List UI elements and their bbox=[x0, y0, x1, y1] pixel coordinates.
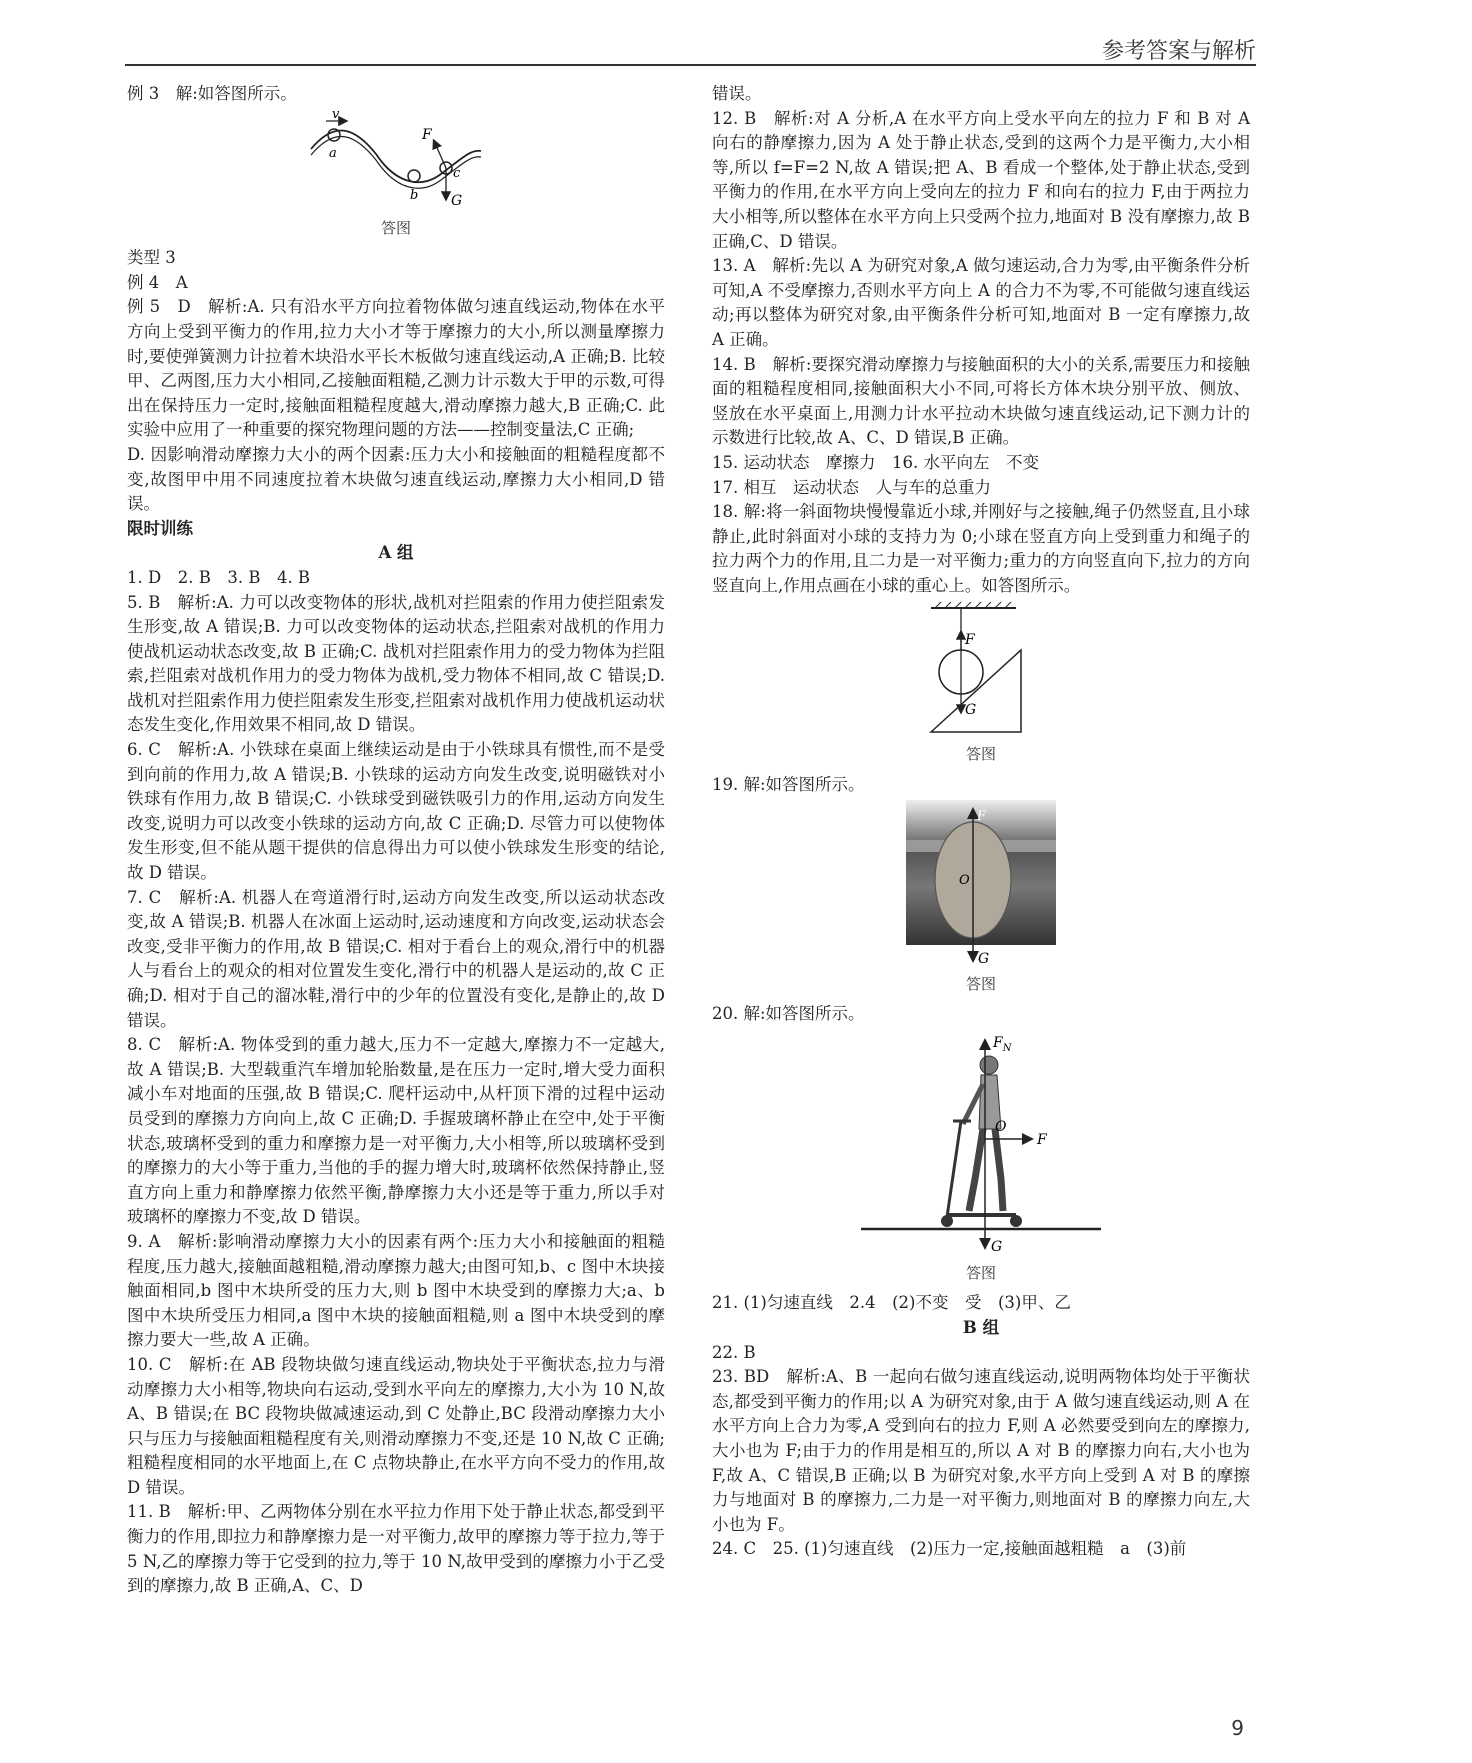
answer-5: 5. B 解析:A. 力可以改变物体的形状,战机对拦阻索的作用力使拦阻索发生形变,故 A 错误;B. 力可以改变物体的运动状态,拦阻索对战机的作用力使战机运动状态改变,故 B 正确;C. 战机对拦阻索作用力的受力物体为拦阻索,拦阻索对战机作用力的受力物体为战机,受力物体不相同,故 C 错误;D. 战机对拦阻索作用力使拦阻索发生形变,拦阻索对战机作用力使战机运动状态发生变化,作用效果不相同,故 D 错误。 bbox=[127, 592, 665, 735]
label-G: G bbox=[978, 950, 990, 967]
answer-22: 22. B bbox=[712, 1342, 756, 1362]
answer-15-16: 15. 运动状态 摩擦力 16. 水平向左 不变 bbox=[712, 452, 1039, 472]
figure-caption: 答图 bbox=[965, 1263, 996, 1282]
label-G: G bbox=[965, 702, 977, 719]
answer-6: 6. C 解析:A. 小铁球在桌面上继续运动是由于小铁球具有惯性,而不是受到向前的作用力,故 A 错误;B. 小铁球的运动方向发生改变,说明磁铁对小铁球有作用力,故 B 错误;C. 小铁球受到磁铁吸引力的作用,运动方向发生改变,说明力可以改变小铁球的运动方向,故 C 正确;D. 尽管力可以使物体发生形变,但不能从题干提供的信息得出力可以使小铁球发生形变的结论,故 D 错误。 bbox=[127, 740, 665, 883]
label-G: G bbox=[991, 1238, 1003, 1255]
ball-incline-diagram bbox=[921, 600, 1041, 740]
group-b-heading: B 组 bbox=[962, 1318, 1000, 1338]
example-5-continued: D. 因影响滑动摩擦力大小的两个因素:压力大小和接触面的粗糙程度都不变,故图甲中用不同速度拉着木块做匀速直线运动,摩擦力大小相同,D 错误。 bbox=[127, 444, 665, 514]
right-column bbox=[712, 82, 1250, 1562]
example-4: 例 4 A bbox=[127, 272, 188, 292]
label-F: F bbox=[1037, 1131, 1047, 1148]
label-v: v bbox=[332, 108, 340, 122]
label-F: F bbox=[422, 126, 432, 143]
answer-11: 11. B 解析:甲、乙两物体分别在水平拉力作用下处于静止状态,都受到平衡力的作用,即拉力和静摩擦力是一对平衡力,故甲的摩擦力等于拉力,等于 5 N,乙的摩擦力等于它受到的拉力,等于 10 N,故甲受到的摩擦力小于乙受到的摩擦力,故 B 正确,A、C、D bbox=[127, 1502, 665, 1596]
label-O: O bbox=[959, 872, 970, 888]
figure-photo-ball bbox=[712, 800, 1250, 997]
label-O: O bbox=[995, 1118, 1007, 1135]
page-number: 9 bbox=[1231, 1716, 1244, 1740]
wave-diagram bbox=[296, 109, 496, 214]
header-title: 参考答案与解析 bbox=[1101, 39, 1256, 64]
figure-caption: 答图 bbox=[380, 218, 411, 237]
answer-13: 13. A 解析:先以 A 为研究对象,A 做匀速运动,合力为零,由平衡条件分析可知,A 不受摩擦力,否则水平方向上 A 的合力不为零,不可能做匀速直线运动;再以整体为研究对象,由平衡条件分析可知,地面对 B 一定有摩擦力,故 A 正确。 bbox=[712, 256, 1250, 349]
figure-wave-ball bbox=[127, 109, 665, 241]
label-G: G bbox=[451, 192, 463, 209]
training-heading: 限时训练 bbox=[127, 518, 193, 538]
label-b: b bbox=[410, 187, 419, 203]
answers-1-4: 1. D 2. B 3. B 4. B bbox=[127, 567, 311, 587]
answer-9: 9. A 解析:影响滑动摩擦力大小的因素有两个:压力大小和接触面的粗糙程度,压力越大,接触面越粗糙,滑动摩擦力越大;由图可知,b、c 图中木块接触面相同,b 图中木块所受的压力大,则 b 图中木块受到的摩擦力大;a、b 图中木块所受压力相同,a 图中木块的接触面粗糙,则 a 图中木块受到的摩擦力要大一些,故 A 正确。 bbox=[127, 1231, 665, 1350]
answer-20: 20. 解:如答图所示。 bbox=[712, 1004, 865, 1024]
answer-10: 10. C 解析:在 AB 段物块做匀速直线运动,物块处于平衡状态,拉力与滑动摩擦力大小相等,物块向右运动,受到水平向左的摩擦力,大小为 10 N,故 A、B 错误;在 BC 段物块做减速运动,到 C 处静止,BC 段滑动摩擦力大小只与压力与接触面粗糙程度有关,则滑动摩擦力不变,还是 10 N,故 C 正确;粗糙程度相同的水平地面上,在 C 点物块静止,在水平方向不受力的作用,故 D 错误。 bbox=[127, 1354, 665, 1497]
label-a: a bbox=[329, 145, 337, 161]
answer-24-25: 24. C 25. (1)匀速直线 (2)压力一定,接触面越粗糙 a (3)前 bbox=[712, 1539, 1187, 1559]
example-5: 例 5 D 解析:A. 只有沿水平方向拉着物体做匀速直线运动,物体在水平方向上受到平衡力的作用,拉力大小才等于摩擦力的大小,所以测量摩擦力时,要使弹簧测力计拉着木块沿水平长木板做匀速直线运动,A 正确;B. 比较甲、乙两图,压力大小相同,乙接触面粗糙,乙测力计示数大于甲的示数,可得出在保持压力一定时,接触面粗糙程度越大,滑动摩擦力越大,B 正确;C. 此实验中应用了一种重要的探究物理问题的方法——控制变量法,C 正确; bbox=[127, 297, 665, 440]
answer-21: 21. (1)匀速直线 2.4 (2)不变 受 (3)甲、乙 bbox=[712, 1293, 1071, 1313]
photo-diagram bbox=[901, 800, 1061, 970]
label-F: F bbox=[977, 808, 987, 824]
page-header bbox=[125, 32, 1256, 66]
answer-14: 14. B 解析:要探究滑动摩擦力与接触面积的大小的关系,需要压力和接触面的粗糙程度相同,接触面积大小不同,可将长方体木块分别平放、侧放、竖放在水平桌面上,用测力计水平拉动木块做匀速直线运动,记下测力计的示数进行比较,故 A、C、D 错误,B 正确。 bbox=[712, 354, 1250, 448]
label-FN: $F_N$ bbox=[993, 1034, 1012, 1054]
answer-23: 23. BD 解析:A、B 一起向右做匀速直线运动,说明两物体均处于平衡状态,都受到平衡力的作用;以 A 为研究对象,由于 A 做匀速直线运动,则 A 在水平方向上合力为零,A 受到向右的拉力 F,则 A 必然要受到向左的摩擦力,大小也为 F;由于力的作用是相互的,所以 A 对 B 的摩擦力向右,大小也为 F,故 A、C 错误,B 正确;以 B 为研究对象,水平方向上受到 A 对 B 的摩擦力与地面对 B 的摩擦力,二力是一对平衡力,则地面对 B 的摩擦力向左,大小也为 F。 bbox=[712, 1367, 1250, 1534]
answer-7: 7. C 解析:A. 机器人在弯道滑行时,运动方向发生改变,所以运动状态改变,故 A 错误;B. 机器人在冰面上运动时,运动速度和方向改变,运动状态会改变,受非平衡力的作用,故 B 错误;C. 相对于看台上的观众,滑行中的机器人与看台上的观众的相对位置发生变化,滑行中的机器人是运动的,故 C 正确;D. 相对于自己的溜冰鞋,滑行中的少年的位置没有变化,是静止的,故 D 错误。 bbox=[127, 887, 665, 1030]
figure-caption: 答图 bbox=[965, 745, 996, 764]
label-F: F bbox=[965, 632, 975, 649]
left-column bbox=[127, 82, 665, 1599]
group-a-heading: A 组 bbox=[378, 543, 414, 563]
figure-scooter bbox=[712, 1029, 1250, 1286]
answer-19: 19. 解:如答图所示。 bbox=[712, 775, 865, 795]
figure-caption: 答图 bbox=[965, 974, 996, 993]
scooter-diagram bbox=[851, 1029, 1111, 1259]
answer-11-continued: 错误。 bbox=[712, 84, 762, 103]
label-c: c bbox=[453, 165, 461, 181]
answer-8: 8. C 解析:A. 物体受到的重力越大,压力不一定越大,摩擦力不一定越大,故 A 错误;B. 大型载重汽车增加轮胎数量,是在压力一定时,增大受力面积减小车对地面的压强,故 B 错误;C. 爬杆运动中,从杆顶下滑的过程中运动员受到的摩擦力方向向上,故 C 正确;D. 手握玻璃杯静止在空中,处于平衡状态,玻璃杯受到的重力和摩擦力是一对平衡力,大小相等,所以玻璃杯受到的摩擦力的大小等于重力,当他的手的握力增大时,玻璃杯依然保持静止,竖直方向上重力和静摩擦力依然平衡,静摩擦力大小还是等于重力,所以手对玻璃杯的摩擦力不变,故 D 错误。 bbox=[127, 1035, 665, 1227]
answer-12: 12. B 解析:对 A 分析,A 在水平方向上受水平向左的拉力 F 和 B 对 A 向右的静摩擦力,因为 A 处于静止状态,受到的这两个力是平衡力,大小相等,所以 f=F=2 N,故 A 错误;把 A、B 看成一个整体,处于静止状态,受到平衡力的作用,在水平方向上受向左的拉力 F 和向右的拉力 F,由于两拉力大小相等,所以整体在水平方向上只受两个拉力,地面对 B 没有摩擦力,故 B 正确,C、D 错误。 bbox=[712, 108, 1250, 251]
type-3-heading: 类型 3 bbox=[127, 248, 176, 268]
answer-17: 17. 相互 运动状态 人与车的总重力 bbox=[712, 477, 991, 497]
figure-ball-incline bbox=[712, 600, 1250, 767]
example-3: 例 3 解:如答图所示。 bbox=[127, 84, 297, 103]
answer-18: 18. 解:将一斜面物块慢慢靠近小球,并刚好与之接触,绳子仍然竖直,且小球静止,此时斜面对小球的支持力为 0;小球在竖直方向上受到重力和绳子的拉力两个力的作用,且二力是一对平衡力;重力的方向竖直向下,拉力的方向竖直向上,作用点画在小球的重心上。如答图所示。 bbox=[712, 502, 1250, 595]
